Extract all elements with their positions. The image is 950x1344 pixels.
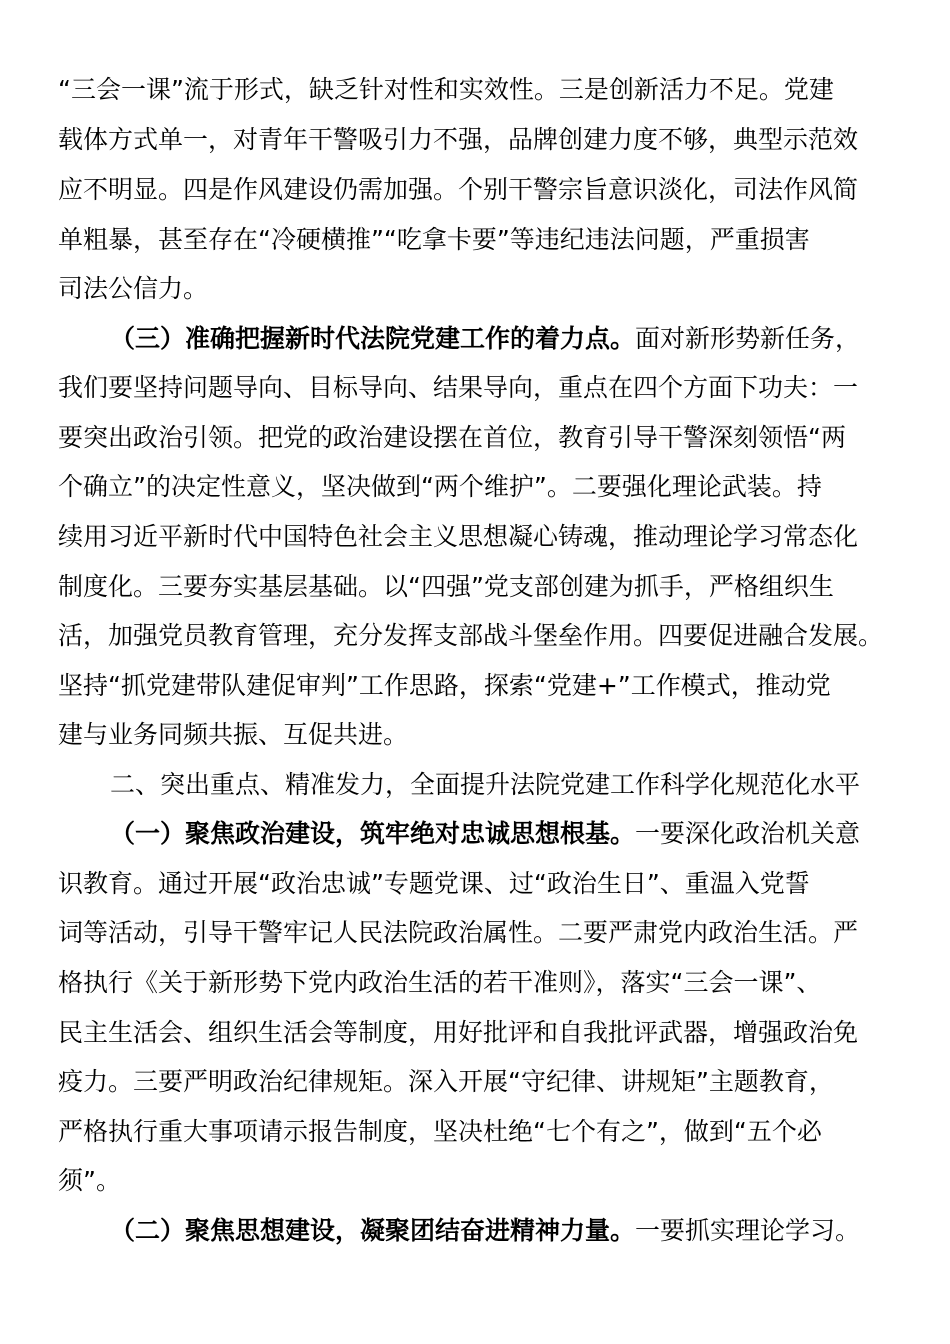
body-text-line: 活，加强党员教育管理，充分发挥支部战斗堡垒作用。四要促进融合发展。: [58, 621, 884, 650]
body-text-line: 载体方式单一，对青年干警吸引力不强，品牌创建力度不够，典型示范效: [58, 125, 859, 154]
section-heading: （二）聚焦思想建设，凝聚团结奋进精神力量。: [110, 1216, 636, 1245]
body-text-line: 制度化。三要夯实基层基础。以“四强”党支部创建为抓手，严格组织生: [58, 572, 834, 601]
body-text-line: 格执行《关于新形势下党内政治生活的若干准则》，落实“三会一课”、: [58, 968, 822, 997]
body-text-line: 须”。: [58, 1166, 121, 1195]
body-text-line: 司法公信力。: [58, 274, 209, 303]
section-heading-line: [110, 1211, 860, 1251]
section-heading-line: [110, 814, 860, 854]
body-text-line: 我们要坚持问题导向、目标导向、结果导向，重点在四个方面下功夫：一: [58, 373, 859, 402]
body-text-line: 单粗暴，甚至存在“冷硬横推”“吃拿卡要”等违纪违法问题，严重损害: [58, 225, 810, 254]
chapter-heading: 二、突出重点、精准发力，全面提升法院党建工作科学化规范化水平: [110, 770, 861, 799]
body-text: 面对新形势新任务，: [635, 324, 861, 353]
body-text-line: 严格执行重大事项请示报告制度，坚决杜绝“七个有之”，做到“五个必: [58, 1117, 822, 1146]
body-text-line: 要突出政治引领。把党的政治建设摆在首位，教育引导干警深刻领悟“两: [58, 423, 846, 452]
body-text-line: 疫力。三要严明政治纪律规矩。深入开展“守纪律、讲规矩”主题教育，: [58, 1067, 834, 1096]
body-text-line: 民主生活会、组织生活会等制度，用好批评和自我批评武器，增强政治免: [58, 1018, 859, 1047]
body-text: 一要抓实理论学习。: [635, 1216, 861, 1245]
body-text-line: 识教育。通过开展“政治忠诚”专题党课、过“政治生日”、重温入党誓: [58, 869, 810, 898]
body-text-line: “三会一课”流于形式，缺乏针对性和实效性。三是创新活力不足。党建: [58, 75, 834, 104]
body-text-line: 坚持“抓党建带队建促审判”工作思路，探索“党建+”工作模式，推动党: [58, 671, 831, 700]
body-text-line: 个确立”的决定性意义，坚决做到“两个维护”。二要强化理论武装。持: [58, 472, 822, 501]
body-text-line: 建与业务同频共振、互促共进。: [58, 720, 409, 749]
section-heading: （一）聚焦政治建设，筑牢绝对忠诚思想根基。: [110, 819, 636, 848]
body-text-line: 应不明显。四是作风建设仍需加强。个别干警宗旨意识淡化，司法作风简: [58, 175, 859, 204]
body-text-line: 续用习近平新时代中国特色社会主义思想凝心铸魂，推动理论学习常态化: [58, 522, 859, 551]
body-text: 一要深化政治机关意: [635, 819, 861, 848]
section-heading: （三）准确把握新时代法院党建工作的着力点。: [110, 324, 636, 353]
section-heading-line: [110, 319, 860, 359]
body-text-line: 词等活动，引导干警牢记人民法院政治属性。二要严肃党内政治生活。严: [58, 918, 859, 947]
